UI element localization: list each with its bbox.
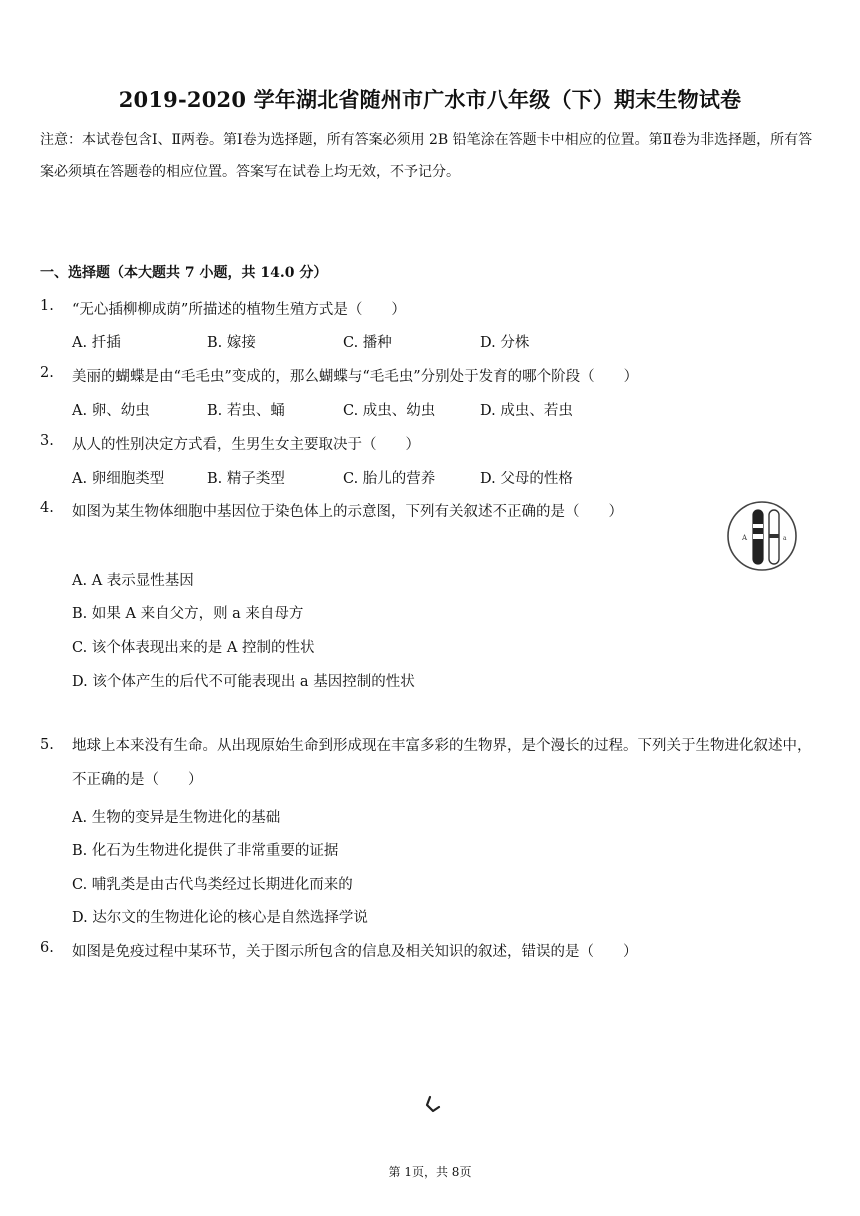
option-a: A. A 表示显性基因: [72, 573, 194, 589]
option-d: D. 分株: [480, 335, 530, 351]
question-text: 从人的性别决定方式看，生男生女主要取决于（ ）: [72, 437, 420, 453]
page-footer: 第 1页，共 8页: [388, 1165, 472, 1179]
option-c: C. 该个体表现出来的是 A 控制的性状: [72, 640, 315, 656]
option-a: A. 生物的变异是生物进化的基础: [72, 810, 281, 826]
option-b: B. 若虫、蛹: [207, 403, 285, 419]
option-d: D. 达尔文的生物进化论的核心是自然选择学说: [72, 910, 368, 926]
question-text: 美丽的蝴蝶是由“毛毛虫”变成的，那么蝴蝶与“毛毛虫”分别处于发育的哪个阶段（ ）: [72, 369, 639, 385]
option-c: C. 播种: [343, 335, 392, 351]
option-b: B. 嫁接: [207, 335, 256, 351]
section-heading: 一、选择题（本大题共 7 小题，共 14.0 分）: [40, 265, 328, 281]
question-number: 6.: [40, 940, 54, 956]
figure-fragment-icon: [424, 1093, 444, 1115]
option-c: C. 哺乳类是由古代鸟类经过长期进化而来的: [72, 877, 353, 893]
question-number: 5.: [40, 737, 54, 753]
question-text: 如图为某生物体细胞中基因位于染色体上的示意图，下列有关叙述不正确的是（ ）: [72, 504, 623, 520]
option-d: D. 该个体产生的后代不可能表现出 a 基因控制的性状: [72, 674, 415, 690]
exam-instructions: 注意：本试卷包含Ⅰ、Ⅱ两卷。第Ⅰ卷为选择题，所有答案必须用 2B 铅笔涂在答题卡中相应的位置。第Ⅱ卷为非选择题，所有答案必须填在答题卷的相应位置。答案写在试卷上均无效，不予记分。: [40, 132, 813, 180]
label-recessive-allele: a: [783, 535, 787, 542]
option-b: B. 如果 A 来自父方，则 a 来自母方: [72, 606, 304, 622]
question-number: 3.: [40, 433, 54, 449]
question-number: 4.: [40, 500, 54, 516]
option-d: D. 父母的性格: [480, 471, 573, 487]
option-d: D. 成虫、若虫: [480, 403, 573, 419]
question-number: 1.: [40, 298, 54, 314]
option-a: A. 卵、幼虫: [72, 403, 150, 419]
option-b: B. 精子类型: [207, 471, 285, 487]
option-a: A. 扦插: [72, 335, 121, 351]
option-c: C. 胎儿的营养: [343, 471, 436, 487]
option-c: C. 成虫、幼虫: [343, 403, 436, 419]
question-text: “无心插柳柳成荫”所描述的植物生殖方式是（ ）: [72, 302, 406, 318]
question-text: 地球上本来没有生命。从出现原始生命到形成现在丰富多彩的生物界，是个漫长的过程。下列关于生物进化叙述中，不正确的是（ ）: [72, 738, 812, 788]
option-b: B. 化石为生物进化提供了非常重要的证据: [72, 843, 339, 859]
label-dominant-allele: A: [742, 534, 748, 542]
question-text: 如图是免疫过程中某环节，关于图示所包含的信息及相关知识的叙述，错误的是（ ）: [72, 944, 638, 960]
option-a: A. 卵细胞类型: [72, 471, 165, 487]
chromosome-diagram: [726, 492, 798, 582]
page-title: 2019-2020 学年湖北省随州市广水市八年级（下）期末生物试卷: [118, 87, 742, 112]
question-number: 2.: [40, 365, 54, 381]
